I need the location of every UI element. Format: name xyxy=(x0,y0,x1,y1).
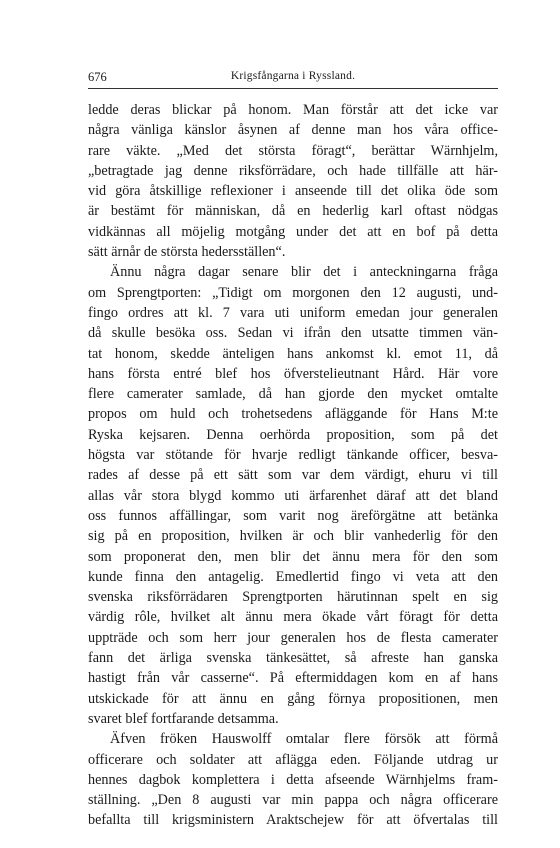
text-line: uppträde och som herr jour generalen hos de flesta camerater xyxy=(88,629,498,646)
page-number: 676 xyxy=(88,70,107,84)
text-line: som proponerat den, men blir det ännu mera för den som xyxy=(88,548,498,565)
text-line: tat honom, skedde änteligen hans ankomst kl. emot 11, då xyxy=(88,345,498,362)
text-line: vidkännas all möjelig motgång under det att en bof på detta xyxy=(88,223,498,240)
text-line: svaret blef fortfarande detsamma. xyxy=(88,710,279,727)
text-line: hans första entré blef hos öfverstelieutnant Hård. Här vore xyxy=(88,365,498,382)
text-line: några vänliga känslor åsynen af denne man hos våra officе- xyxy=(88,122,498,139)
text-line: värdig rôle, hvilket alt ännu mera ökade vårt föragt för detta xyxy=(88,609,498,626)
text-line: svenska riksförrädaren Sprengtporten härutinnan spelt en sig xyxy=(88,589,498,606)
text-line: då skulle besöka oss. Sedan vi ifrån den utsatte timmen vän- xyxy=(88,325,498,342)
text-line: propos om huld och trohetsedens afläggande för Hans M:te xyxy=(88,406,498,423)
text-line: är bestämt för människan, då en hederlig karl oftast nödgas xyxy=(88,203,498,220)
text-line: oss funnos affällingar, som varit nog äreförgätne att betänka xyxy=(88,507,498,524)
text-line: utskickade för att ännu en gång förnya propositionen, men xyxy=(88,690,498,707)
text-line: befallta till krigsministern Araktschejew för att öfvertalas till xyxy=(88,812,498,829)
text-line: „betragtade jag denne riksförrädare, och hade tillfälle att här- xyxy=(88,162,498,179)
text-line: rades af desse på ett sätt som var dem värdigt, ehuru vi till xyxy=(88,467,498,484)
body-text xyxy=(88,100,498,831)
running-title: Krigsfångarna i Ryssland. xyxy=(230,70,356,82)
text-line: flere camerater samlade, då han gjorde den mycket omtalte xyxy=(88,386,498,403)
text-line: sätt ärnår de största hedersställen“. xyxy=(88,244,286,261)
text-line: vid göra åtskillige reflexioner i anseende till det olika öde som xyxy=(88,183,498,200)
text-line: Ryska kejsaren. Denna oerhörda proposition, som på det xyxy=(88,426,498,443)
text-line: officerare och soldater att aflägga eden. Följande utdrag ur xyxy=(88,751,498,768)
text-line: högsta var stötande för hvarje redligt tänkande officer, besva- xyxy=(88,447,498,464)
text-line: fingo ordres att kl. 7 vara uti uniform emedan jour generalen xyxy=(88,304,498,321)
text-line: om Sprengtporten: „Tidigt om morgonen den 12 augusti, und- xyxy=(88,284,498,301)
header-rule xyxy=(88,88,498,89)
text-line: allas vår stora blygd kommo uti ärfarenhet däraf att det bland xyxy=(88,487,498,504)
text-line: fann det ärliga svenska tänkesättet, så afreste han ganska xyxy=(88,650,498,667)
text-line: kunde finna den antagelig. Emedlertid fingo vi veta att den xyxy=(88,568,498,585)
text-line: rare väkte. „Med det största föragt“, berättar Wärnhjelm, xyxy=(88,142,498,159)
text-line: hastigt från vår casserne“. På eftermiddagen kom en af hans xyxy=(88,670,498,687)
text-line: ställning. „Den 8 augusti var min pappa och några officerare xyxy=(88,792,498,809)
page-header xyxy=(88,70,498,88)
text-line: Ännu några dagar senare blir det i anteckningarna fråga xyxy=(110,264,498,281)
text-line: hennes dagbok komplettera i detta afseende Wärnhjelms fram- xyxy=(88,771,498,788)
text-line: sig på en proposition, hvilken är och blir vanhederlig för den xyxy=(88,528,498,545)
text-line: Äfven fröken Hauswolff omtalar flere försök att förmå xyxy=(110,731,498,748)
text-line: ledde deras blickar på honom. Man förstår att det icke var xyxy=(88,102,498,118)
